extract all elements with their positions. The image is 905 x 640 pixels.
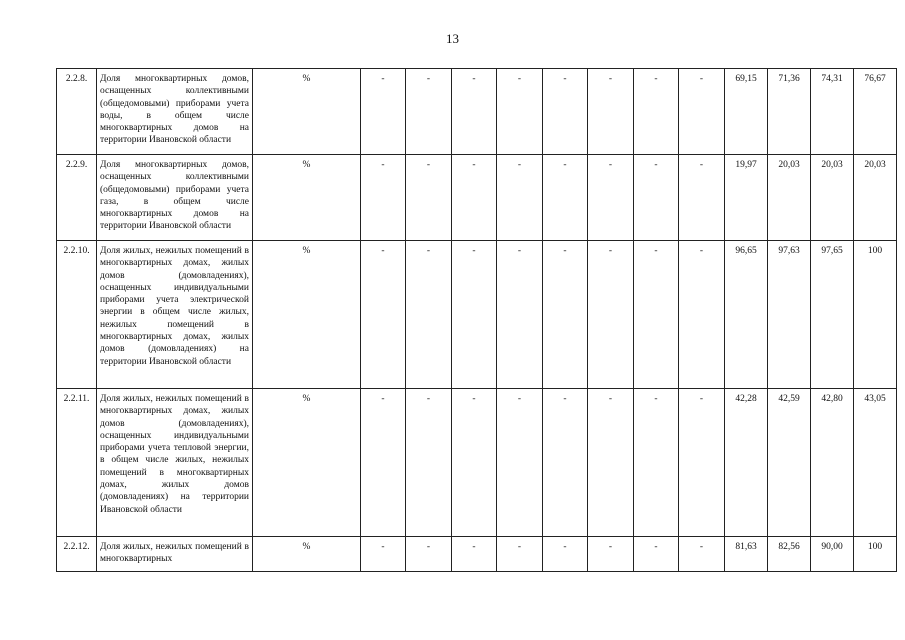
empty-value-cell: -	[588, 389, 634, 537]
row-number: 2.2.9.	[57, 155, 97, 241]
empty-value-cell: -	[406, 155, 452, 241]
empty-value-cell: -	[406, 241, 452, 389]
row-number: 2.2.10.	[57, 241, 97, 389]
empty-value-cell: -	[497, 389, 543, 537]
table-row	[57, 389, 897, 537]
empty-value-cell: -	[634, 389, 679, 537]
empty-value-cell: -	[361, 389, 406, 537]
empty-value-cell: -	[634, 155, 679, 241]
value-cell: 97,63	[768, 241, 811, 389]
value-cell: 43,05	[854, 389, 897, 537]
empty-value-cell: -	[497, 155, 543, 241]
empty-value-cell: -	[361, 69, 406, 155]
indicator-name: Доля жилых, нежилых помещений в многоквартирных домах, жилых домов (домовладениях), оснащенных индивидуальными приборами учета тепловой энергии, в общем числе жилых, нежилых помещений в многоквартирных домах, жилых домов (домовладениях) на территории Ивановской области	[97, 389, 253, 537]
empty-value-cell: -	[361, 155, 406, 241]
value-cell: 71,36	[768, 69, 811, 155]
empty-value-cell: -	[679, 69, 725, 155]
empty-value-cell: -	[406, 69, 452, 155]
value-cell: 76,67	[854, 69, 897, 155]
empty-value-cell: -	[497, 69, 543, 155]
empty-value-cell: -	[452, 69, 497, 155]
value-cell: 42,28	[725, 389, 768, 537]
value-cell: 82,56	[768, 537, 811, 572]
empty-value-cell: -	[679, 537, 725, 572]
value-cell: 42,80	[811, 389, 854, 537]
empty-value-cell: -	[452, 389, 497, 537]
value-cell: 97,65	[811, 241, 854, 389]
unit-cell: %	[253, 241, 361, 389]
indicator-name: Доля жилых, нежилых помещений в многоквартирных	[97, 537, 253, 572]
row-number: 2.2.8.	[57, 69, 97, 155]
indicator-name: Доля жилых, нежилых помещений в многоквартирных домах, жилых домов (домовладениях), оснащенных индивидуальными приборами учета электрической энергии в общем числе жилых, нежилых помещений в многоквартирных домах, жилых домов (домовладениях) на территории Ивановской области	[97, 241, 253, 389]
table-row	[57, 241, 897, 389]
value-cell: 96,65	[725, 241, 768, 389]
empty-value-cell: -	[361, 537, 406, 572]
value-cell: 42,59	[768, 389, 811, 537]
value-cell: 90,00	[811, 537, 854, 572]
unit-cell: %	[253, 155, 361, 241]
empty-value-cell: -	[543, 389, 588, 537]
unit-cell: %	[253, 389, 361, 537]
empty-value-cell: -	[679, 241, 725, 389]
table-row	[57, 69, 897, 155]
table-row	[57, 537, 897, 572]
value-cell: 20,03	[811, 155, 854, 241]
value-cell: 20,03	[768, 155, 811, 241]
empty-value-cell: -	[452, 537, 497, 572]
empty-value-cell: -	[406, 389, 452, 537]
empty-value-cell: -	[634, 69, 679, 155]
indicators-table	[56, 68, 897, 572]
empty-value-cell: -	[543, 537, 588, 572]
empty-value-cell: -	[406, 537, 452, 572]
row-number: 2.2.11.	[57, 389, 97, 537]
unit-cell: %	[253, 69, 361, 155]
empty-value-cell: -	[588, 69, 634, 155]
empty-value-cell: -	[543, 69, 588, 155]
empty-value-cell: -	[679, 389, 725, 537]
value-cell: 74,31	[811, 69, 854, 155]
empty-value-cell: -	[497, 537, 543, 572]
empty-value-cell: -	[679, 155, 725, 241]
unit-cell: %	[253, 537, 361, 572]
empty-value-cell: -	[634, 537, 679, 572]
empty-value-cell: -	[588, 155, 634, 241]
value-cell: 20,03	[854, 155, 897, 241]
empty-value-cell: -	[452, 241, 497, 389]
value-cell: 19,97	[725, 155, 768, 241]
value-cell: 81,63	[725, 537, 768, 572]
empty-value-cell: -	[543, 241, 588, 389]
value-cell: 69,15	[725, 69, 768, 155]
empty-value-cell: -	[588, 537, 634, 572]
page-number: 13	[446, 31, 459, 46]
empty-value-cell: -	[543, 155, 588, 241]
empty-value-cell: -	[588, 241, 634, 389]
row-number: 2.2.12.	[57, 537, 97, 572]
empty-value-cell: -	[452, 155, 497, 241]
empty-value-cell: -	[497, 241, 543, 389]
indicator-name: Доля многоквартирных домов, оснащенных коллективными (общедомовыми) приборами учета газа, в общем числе многоквартирных домов на территории Ивановской области	[97, 155, 253, 241]
indicator-name: Доля многоквартирных домов, оснащенных коллективными (общедомовыми) приборами учета воды, в общем числе многоквартирных домов на территории Ивановской области	[97, 69, 253, 155]
empty-value-cell: -	[634, 241, 679, 389]
table-row	[57, 155, 897, 241]
empty-value-cell: -	[361, 241, 406, 389]
value-cell: 100	[854, 241, 897, 389]
value-cell: 100	[854, 537, 897, 572]
